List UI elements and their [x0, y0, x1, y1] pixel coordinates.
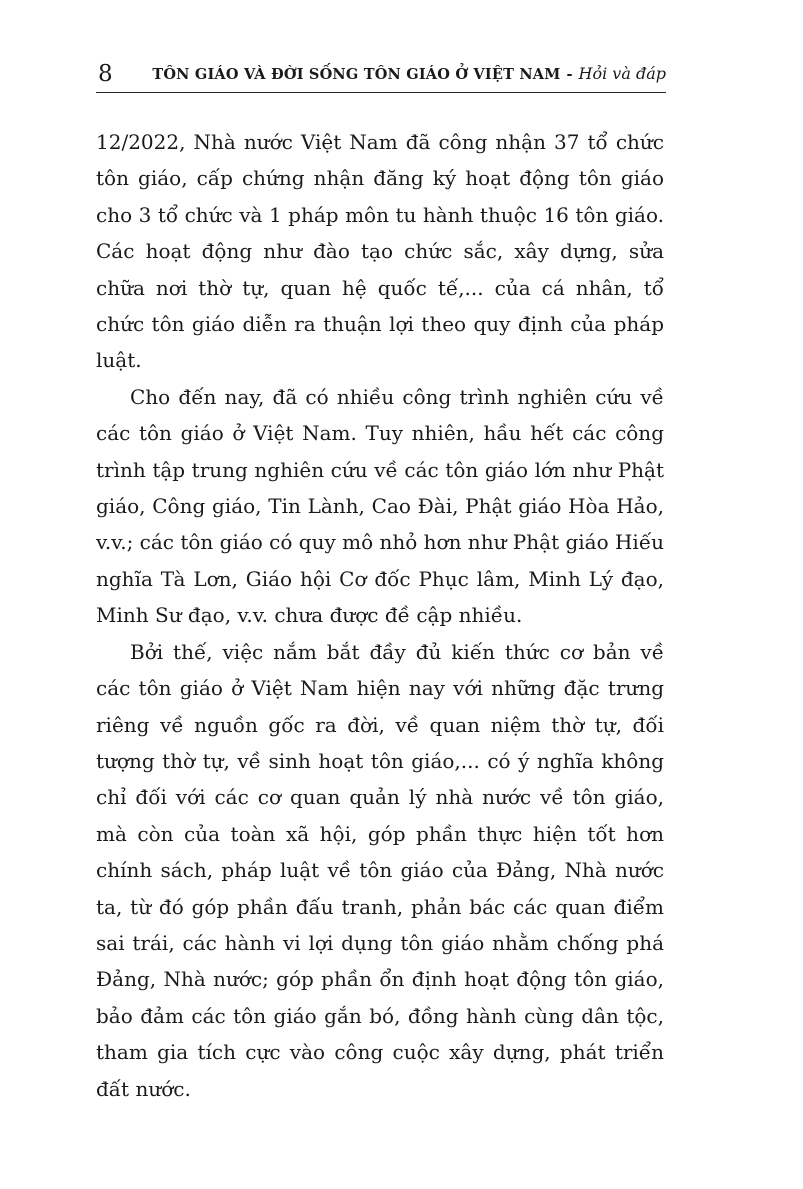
body-text: [96, 124, 664, 1107]
book-title: TÔN GIÁO VÀ ĐỜI SỐNG TÔN GIÁO Ở VIỆT NAM: [152, 66, 561, 83]
paragraph: 12/2022, Nhà nước Việt Nam đã công nhận 37 tổ chức tôn giáo, cấp chứng nhận đăng ký hoạt động tôn giáo cho 3 tổ chức và 1 pháp môn tu hành thuộc 16 tôn giáo. Các hoạt động như đào tạo chức sắc, xây dựng, sửa chữa nơi thờ tự, quan hệ quốc tế,... của cá nhân, tổ chức tôn giáo diễn ra thuận lợi theo quy định của pháp luật.: [96, 130, 664, 373]
book-subtitle: Hỏi và đáp: [578, 64, 666, 83]
running-header: [96, 58, 666, 93]
title-separator: -: [566, 66, 573, 83]
paragraph: Cho đến nay, đã có nhiều công trình nghiên cứu về các tôn giáo ở Việt Nam. Tuy nhiên, hầu hết các công trình tập trung nghiên cứu về các tôn giáo lớn như Phật giáo, Công giáo, Tin Lành, Cao Đài, Phật giáo Hòa Hảo, v.v.; các tôn giáo có quy mô nhỏ hơn như Phật giáo Hiếu nghĩa Tà Lơn, Giáo hội Cơ đốc Phục lâm, Minh Lý đạo, Minh Sư đạo, v.v. chưa được đề cập nhiều.: [96, 384, 665, 628]
paragraph: Bởi thế, việc nắm bắt đầy đủ kiến thức cơ bản về các tôn giáo ở Việt Nam hiện nay với những đặc trưng riêng về nguồn gốc ra đời, về quan niệm thờ tự, đối tượng thờ tự, về sinh hoạt tôn giáo,... có ý nghĩa không chỉ đối với các cơ quan quản lý nhà nước về tôn giáo, mà còn của toàn xã hội, góp phần thực hiện tốt hơn chính sách, pháp luật về tôn giáo của Đảng, Nhà nước ta, từ đó góp phần đấu tranh, phản bác các quan điểm sai trái, các hành vi lợi dụng tôn giáo nhằm chống phá Đảng, Nhà nước; góp phần ổn định hoạt động tôn giáo, bảo đảm các tôn giáo gắn bó, đồng hành cùng dân tộc, tham gia tích cực vào công cuộc xây dựng, phát triển đất nước.: [96, 639, 664, 1101]
page-number: 8: [98, 61, 113, 87]
running-title: [152, 64, 666, 83]
